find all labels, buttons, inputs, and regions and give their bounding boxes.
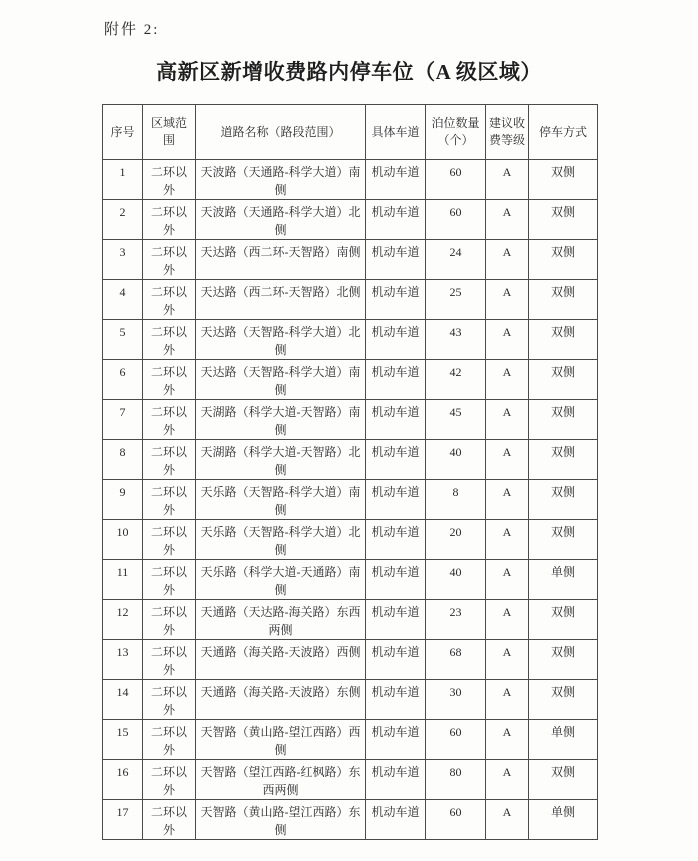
cell-index: 13 <box>103 640 143 680</box>
cell-parking_side: 双侧 <box>529 160 598 200</box>
cell-road: 天智路（黄山路-望江西路）西侧 <box>196 720 366 760</box>
cell-lane: 机动车道 <box>366 320 426 360</box>
table-row <box>103 520 598 560</box>
cell-parking_side: 双侧 <box>529 320 598 360</box>
cell-lane: 机动车道 <box>366 720 426 760</box>
cell-area: 二环以外 <box>143 160 196 200</box>
table-row <box>103 800 598 840</box>
cell-area: 二环以外 <box>143 480 196 520</box>
cell-lane: 机动车道 <box>366 360 426 400</box>
cell-lane: 机动车道 <box>366 480 426 520</box>
cell-berths: 45 <box>426 400 486 440</box>
cell-lane: 机动车道 <box>366 200 426 240</box>
table-row <box>103 480 598 520</box>
cell-index: 11 <box>103 560 143 600</box>
cell-berths: 24 <box>426 240 486 280</box>
cell-area: 二环以外 <box>143 640 196 680</box>
table-body <box>103 160 598 840</box>
cell-area: 二环以外 <box>143 360 196 400</box>
cell-berths: 80 <box>426 760 486 800</box>
cell-fee_level: A <box>486 280 529 320</box>
cell-berths: 40 <box>426 440 486 480</box>
cell-lane: 机动车道 <box>366 800 426 840</box>
column-header-area: 区域范围 <box>143 105 196 160</box>
cell-lane: 机动车道 <box>366 240 426 280</box>
cell-index: 14 <box>103 680 143 720</box>
cell-area: 二环以外 <box>143 560 196 600</box>
cell-area: 二环以外 <box>143 200 196 240</box>
cell-index: 15 <box>103 720 143 760</box>
cell-road: 天波路（天通路-科学大道）南侧 <box>196 160 366 200</box>
cell-index: 3 <box>103 240 143 280</box>
cell-road: 天波路（天通路-科学大道）北侧 <box>196 200 366 240</box>
column-header-road: 道路名称（路段范围） <box>196 105 366 160</box>
cell-index: 10 <box>103 520 143 560</box>
parking-table <box>102 104 598 840</box>
table-row <box>103 400 598 440</box>
cell-berths: 60 <box>426 200 486 240</box>
cell-parking_side: 双侧 <box>529 240 598 280</box>
cell-lane: 机动车道 <box>366 640 426 680</box>
table-row <box>103 640 598 680</box>
table-row <box>103 560 598 600</box>
cell-parking_side: 单侧 <box>529 720 598 760</box>
table-row <box>103 360 598 400</box>
cell-lane: 机动车道 <box>366 680 426 720</box>
cell-lane: 机动车道 <box>366 760 426 800</box>
cell-lane: 机动车道 <box>366 280 426 320</box>
cell-fee_level: A <box>486 160 529 200</box>
cell-road: 天湖路（科学大道-天智路）南侧 <box>196 400 366 440</box>
table-row <box>103 440 598 480</box>
cell-lane: 机动车道 <box>366 400 426 440</box>
cell-lane: 机动车道 <box>366 520 426 560</box>
column-header-parking_side: 停车方式 <box>529 105 598 160</box>
cell-fee_level: A <box>486 520 529 560</box>
table-row <box>103 280 598 320</box>
cell-road: 天通路（海关路-天波路）西侧 <box>196 640 366 680</box>
cell-road: 天乐路（天智路-科学大道）南侧 <box>196 480 366 520</box>
cell-parking_side: 双侧 <box>529 200 598 240</box>
cell-road: 天乐路（天智路-科学大道）北侧 <box>196 520 366 560</box>
cell-index: 5 <box>103 320 143 360</box>
table-row <box>103 760 598 800</box>
cell-lane: 机动车道 <box>366 560 426 600</box>
cell-index: 9 <box>103 480 143 520</box>
cell-fee_level: A <box>486 800 529 840</box>
header-row <box>103 105 598 160</box>
cell-area: 二环以外 <box>143 800 196 840</box>
cell-road: 天智路（黄山路-望江西路）东侧 <box>196 800 366 840</box>
cell-index: 17 <box>103 800 143 840</box>
page-title: 高新区新增收费路内停车位（A 级区域） <box>156 60 542 84</box>
cell-fee_level: A <box>486 400 529 440</box>
cell-berths: 43 <box>426 320 486 360</box>
cell-fee_level: A <box>486 240 529 280</box>
cell-parking_side: 双侧 <box>529 360 598 400</box>
cell-parking_side: 双侧 <box>529 640 598 680</box>
cell-fee_level: A <box>486 480 529 520</box>
cell-lane: 机动车道 <box>366 600 426 640</box>
cell-berths: 60 <box>426 160 486 200</box>
cell-parking_side: 双侧 <box>529 520 598 560</box>
cell-index: 1 <box>103 160 143 200</box>
table-row <box>103 160 598 200</box>
cell-parking_side: 单侧 <box>529 560 598 600</box>
cell-fee_level: A <box>486 200 529 240</box>
cell-parking_side: 双侧 <box>529 280 598 320</box>
table-header <box>103 105 598 160</box>
cell-berths: 8 <box>426 480 486 520</box>
cell-area: 二环以外 <box>143 400 196 440</box>
cell-fee_level: A <box>486 680 529 720</box>
table-row <box>103 680 598 720</box>
cell-parking_side: 单侧 <box>529 800 598 840</box>
cell-road: 天达路（西二环-天智路）北侧 <box>196 280 366 320</box>
cell-index: 16 <box>103 760 143 800</box>
cell-area: 二环以外 <box>143 760 196 800</box>
cell-berths: 60 <box>426 720 486 760</box>
cell-area: 二环以外 <box>143 680 196 720</box>
cell-index: 12 <box>103 600 143 640</box>
column-header-fee_level: 建议收费等级 <box>486 105 529 160</box>
table-row <box>103 600 598 640</box>
cell-road: 天达路（天智路-科学大道）北侧 <box>196 320 366 360</box>
cell-index: 2 <box>103 200 143 240</box>
cell-berths: 20 <box>426 520 486 560</box>
column-header-lane: 具体车道 <box>366 105 426 160</box>
cell-fee_level: A <box>486 560 529 600</box>
cell-area: 二环以外 <box>143 240 196 280</box>
cell-area: 二环以外 <box>143 720 196 760</box>
cell-lane: 机动车道 <box>366 440 426 480</box>
cell-fee_level: A <box>486 320 529 360</box>
table-row <box>103 240 598 280</box>
cell-index: 7 <box>103 400 143 440</box>
table-row <box>103 200 598 240</box>
cell-area: 二环以外 <box>143 280 196 320</box>
cell-area: 二环以外 <box>143 320 196 360</box>
cell-road: 天乐路（科学大道-天通路）南侧 <box>196 560 366 600</box>
cell-parking_side: 双侧 <box>529 600 598 640</box>
cell-berths: 60 <box>426 800 486 840</box>
cell-fee_level: A <box>486 360 529 400</box>
cell-area: 二环以外 <box>143 600 196 640</box>
cell-area: 二环以外 <box>143 440 196 480</box>
cell-fee_level: A <box>486 760 529 800</box>
cell-fee_level: A <box>486 440 529 480</box>
cell-index: 6 <box>103 360 143 400</box>
table-row <box>103 720 598 760</box>
cell-road: 天智路（望江西路-红枫路）东西两侧 <box>196 760 366 800</box>
cell-berths: 23 <box>426 600 486 640</box>
cell-berths: 25 <box>426 280 486 320</box>
cell-road: 天达路（天智路-科学大道）南侧 <box>196 360 366 400</box>
cell-parking_side: 双侧 <box>529 680 598 720</box>
cell-berths: 40 <box>426 560 486 600</box>
cell-parking_side: 双侧 <box>529 480 598 520</box>
cell-fee_level: A <box>486 600 529 640</box>
cell-road: 天湖路（科学大道-天智路）北侧 <box>196 440 366 480</box>
cell-fee_level: A <box>486 640 529 680</box>
attachment-label: 附件 2: <box>104 22 160 38</box>
cell-parking_side: 双侧 <box>529 440 598 480</box>
cell-index: 4 <box>103 280 143 320</box>
table-row <box>103 320 598 360</box>
cell-road: 天达路（西二环-天智路）南侧 <box>196 240 366 280</box>
cell-road: 天通路（海关路-天波路）东侧 <box>196 680 366 720</box>
cell-fee_level: A <box>486 720 529 760</box>
cell-berths: 30 <box>426 680 486 720</box>
cell-berths: 68 <box>426 640 486 680</box>
cell-area: 二环以外 <box>143 520 196 560</box>
cell-parking_side: 双侧 <box>529 760 598 800</box>
cell-lane: 机动车道 <box>366 160 426 200</box>
cell-parking_side: 双侧 <box>529 400 598 440</box>
cell-berths: 42 <box>426 360 486 400</box>
cell-road: 天通路（天达路-海关路）东西两侧 <box>196 600 366 640</box>
cell-index: 8 <box>103 440 143 480</box>
column-header-berths: 泊位数量（个） <box>426 105 486 160</box>
column-header-index: 序号 <box>103 105 143 160</box>
